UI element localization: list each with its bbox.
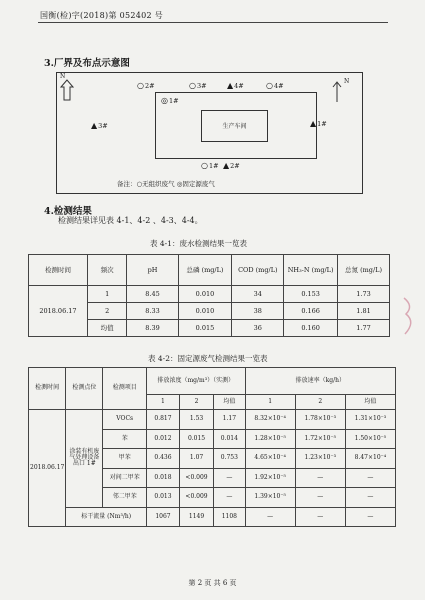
site-map bbox=[56, 72, 363, 194]
cell: 1.50×10⁻⁵ bbox=[345, 429, 395, 449]
col-header: 检测点位 bbox=[66, 368, 103, 410]
cell: 8.39 bbox=[127, 320, 178, 337]
cell: 0.166 bbox=[284, 303, 338, 320]
cell: 1.23×10⁻³ bbox=[295, 449, 345, 469]
east-label: N bbox=[344, 78, 350, 85]
point-t4: ▲4# bbox=[227, 81, 244, 90]
section-4-title: 4.检测结果 bbox=[44, 206, 92, 217]
cell: <0.009 bbox=[179, 488, 213, 508]
point-o2: ○2# bbox=[137, 81, 155, 90]
cell: 1.73 bbox=[338, 286, 390, 303]
col-header: 检测时间 bbox=[29, 368, 66, 410]
table-row bbox=[29, 286, 390, 303]
section-3-title: 3.厂界及布点示意图 bbox=[44, 58, 130, 69]
east-arrow-icon bbox=[332, 81, 342, 103]
sub-header: 2 bbox=[179, 395, 213, 410]
cell: — bbox=[245, 507, 295, 527]
cell: 0.014 bbox=[214, 429, 245, 449]
workshop-label: 生产车间 bbox=[222, 123, 247, 130]
cell: 0.436 bbox=[146, 449, 179, 469]
cell: 1.53 bbox=[179, 410, 213, 430]
col-header: 频次 bbox=[87, 255, 127, 286]
north-arrow-icon bbox=[60, 79, 74, 101]
cell: — bbox=[214, 488, 245, 508]
point-t3: ▲3# bbox=[91, 121, 108, 130]
sub-header: 2 bbox=[295, 395, 345, 410]
wastewater-table bbox=[28, 254, 390, 337]
cell: 34 bbox=[232, 286, 284, 303]
seal-fragment bbox=[400, 296, 418, 339]
cell: 8.32×10⁻⁴ bbox=[245, 410, 295, 430]
cell: — bbox=[295, 468, 345, 488]
cell: 8.47×10⁻⁴ bbox=[345, 449, 395, 469]
section-4-text: 检测结果详见表 4-1、4-2 、4-3、4-4。 bbox=[58, 216, 203, 225]
cell: 0.153 bbox=[284, 286, 338, 303]
date-cell: 2018.06.17 bbox=[29, 410, 66, 527]
cell: 1.28×10⁻⁵ bbox=[245, 429, 295, 449]
point-o4: ○4# bbox=[266, 81, 284, 90]
point-t2: ▲2# bbox=[223, 161, 240, 170]
date-cell: 2018.06.17 bbox=[29, 286, 88, 337]
sub-header: 1 bbox=[245, 395, 295, 410]
plant-boundary bbox=[155, 92, 317, 159]
col-header: 总磷 (mg/L) bbox=[178, 255, 232, 286]
page-number: 第 2 页 共 6 页 bbox=[188, 579, 237, 587]
report-number: 国衡(检)字(2018)第 052402 号 bbox=[40, 11, 164, 20]
sub-header: 1 bbox=[146, 395, 179, 410]
cell: 1.81 bbox=[338, 303, 390, 320]
cell: 8.33 bbox=[127, 303, 178, 320]
workshop bbox=[201, 110, 268, 142]
col-header: NH₃-N (mg/L) bbox=[284, 255, 338, 286]
cell: 对间二甲苯 bbox=[103, 468, 147, 488]
point-o1: ○1# bbox=[201, 161, 219, 170]
point-cell: 涂装有机废气处理设备出口 1# bbox=[66, 410, 103, 508]
col-header: 检测时间 bbox=[29, 255, 88, 286]
cell: 38 bbox=[232, 303, 284, 320]
col-header: 排放浓度（mg/m³）（实测） bbox=[146, 368, 245, 395]
cell: 甲苯 bbox=[103, 449, 147, 469]
point-o3: ○3# bbox=[189, 81, 207, 90]
cell: 0.013 bbox=[146, 488, 179, 508]
cell: 均值 bbox=[87, 320, 127, 337]
table-1-caption: 表 4-1：废水检测结果一览表 bbox=[150, 239, 247, 248]
point-fixed-1: ◎1# bbox=[161, 96, 179, 105]
cell: — bbox=[345, 507, 395, 527]
cell: 1149 bbox=[179, 507, 213, 527]
exhaust-gas-table bbox=[28, 367, 396, 527]
table-2-caption: 表 4-2：固定源废气检测结果一览表 bbox=[148, 354, 268, 363]
cell: 邻二甲苯 bbox=[103, 488, 147, 508]
col-header: 总氮 (mg/L) bbox=[338, 255, 390, 286]
cell: 1067 bbox=[146, 507, 179, 527]
cell: 1108 bbox=[214, 507, 245, 527]
cell: 1.77 bbox=[338, 320, 390, 337]
cell: 2 bbox=[87, 303, 127, 320]
cell: <0.009 bbox=[179, 468, 213, 488]
map-legend: 备注：○无组织废气 ◎固定源废气 bbox=[117, 180, 215, 188]
cell: 36 bbox=[232, 320, 284, 337]
sub-header: 均值 bbox=[214, 395, 245, 410]
cell: 0.015 bbox=[179, 429, 213, 449]
cell: — bbox=[345, 468, 395, 488]
cell: 1.78×10⁻³ bbox=[295, 410, 345, 430]
cell: 1.17 bbox=[214, 410, 245, 430]
col-header: 检测项目 bbox=[103, 368, 147, 410]
cell: 1.31×10⁻³ bbox=[345, 410, 395, 430]
table-row bbox=[29, 410, 396, 430]
cell: 8.45 bbox=[127, 286, 178, 303]
cell: — bbox=[295, 507, 345, 527]
cell: 4.65×10⁻⁴ bbox=[245, 449, 295, 469]
cell: 0.015 bbox=[178, 320, 232, 337]
point-t1: ▲1# bbox=[310, 119, 327, 128]
table-row bbox=[29, 507, 396, 527]
cell: 1 bbox=[87, 286, 127, 303]
cell: — bbox=[214, 468, 245, 488]
sub-header: 均值 bbox=[345, 395, 395, 410]
cell: 标干流量 (Nm³/h) bbox=[66, 507, 147, 527]
header-rule bbox=[38, 22, 388, 23]
cell: 1.39×10⁻⁵ bbox=[245, 488, 295, 508]
cell: 0.160 bbox=[284, 320, 338, 337]
cell: VOCs bbox=[103, 410, 147, 430]
cell: 0.010 bbox=[178, 303, 232, 320]
col-header: COD (mg/L) bbox=[232, 255, 284, 286]
cell: 0.012 bbox=[146, 429, 179, 449]
cell: 0.010 bbox=[178, 286, 232, 303]
cell: — bbox=[345, 488, 395, 508]
cell: 0.817 bbox=[146, 410, 179, 430]
col-header: pH bbox=[127, 255, 178, 286]
cell: 1.92×10⁻⁵ bbox=[245, 468, 295, 488]
north-label: N bbox=[60, 73, 66, 80]
cell: 0.753 bbox=[214, 449, 245, 469]
cell: 1.07 bbox=[179, 449, 213, 469]
cell: 1.72×10⁻⁵ bbox=[295, 429, 345, 449]
cell: 0.018 bbox=[146, 468, 179, 488]
cell: 苯 bbox=[103, 429, 147, 449]
col-header: 排放速率（kg/h） bbox=[245, 368, 395, 395]
cell: — bbox=[295, 488, 345, 508]
